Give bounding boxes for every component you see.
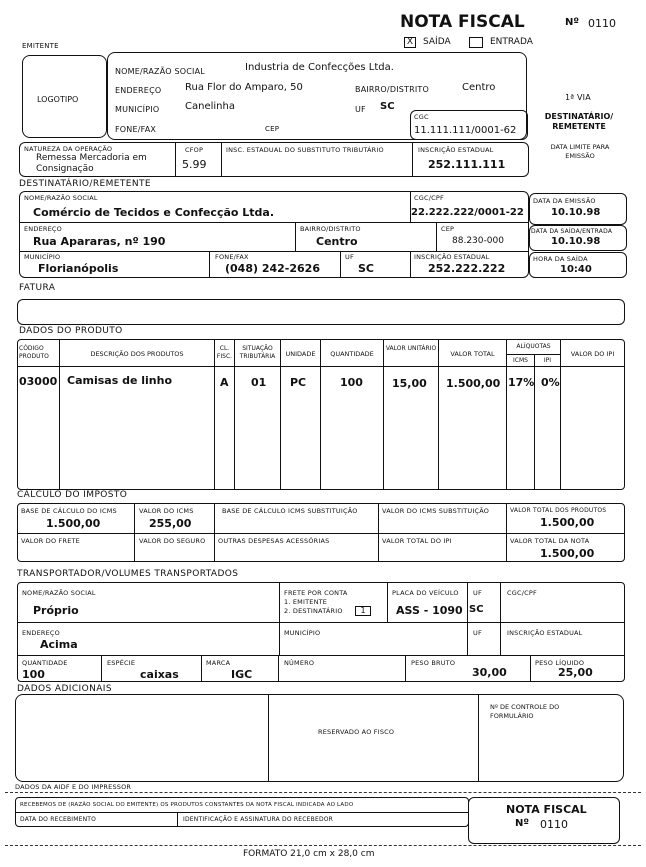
row-quantidade: 100 [340,376,363,389]
frete-checkbox[interactable]: 1 [355,606,371,616]
produtos-section: DADOS DO PRODUTO [19,326,123,336]
reservado-fisco: RESERVADO AO FISCO [318,728,395,736]
th-codigo: CÓDIGO PRODUTO [19,345,49,360]
emitente-label: EMITENTE [22,42,59,50]
cfop: 5.99 [182,158,207,171]
emit-cep-label: CEP [265,125,280,133]
row-sit: 01 [251,376,267,389]
dest-fone-label: FONE/FAX [215,253,249,261]
frete-opt2: 2. DESTINATÁRIO [284,607,343,615]
transp-razao-label: NOME/RAZÃO SOCIAL [22,589,96,597]
peso-bruto: 30,00 [472,666,507,679]
entrada-label: ENTRADA [490,37,533,47]
th-cl: CL. FISC. [216,345,233,360]
saida-label: SAÍDA [423,37,451,47]
row-cl: A [220,376,229,389]
emissao-label: DATA DA EMISSÃO [533,197,596,205]
data-limite-label: DATA LIMITE PARA EMISSÃO [550,143,610,160]
base-icms-label: BASE DE CÁLCULO DO ICMS [21,507,117,515]
marca: IGC [231,668,253,681]
total-nota: 1.500,00 [540,547,595,560]
dest-cgc: 22.222.222/0001-22 [411,207,524,218]
row-valor-unit: 15,00 [392,377,427,390]
th-icms: ICMS [513,357,528,364]
saida-date: 10.10.98 [551,236,601,247]
placa: ASS - 1090 [396,604,463,617]
emit-razao-label: NOME/RAZÃO SOCIAL [115,67,205,76]
number-label: Nº [565,17,580,28]
transp-endereco: Acima [40,638,78,651]
imposto-section: CÁLCULO DO IMPOSTO [17,490,128,500]
emit-insc: 252.111.111 [428,158,506,171]
ipi-total-label: VALOR TOTAL DO IPI [382,537,452,545]
emit-municipio: Canelinha [185,101,235,112]
frete-opt1: 1. EMITENTE [284,598,328,606]
emit-municipio-label: MUNICÍPIO [115,105,160,114]
emit-bairro-label: BAIRRO/DISTRITO [355,85,430,94]
dest-cgc-label: CGC/CPF [414,194,444,202]
entrada-checkbox[interactable] [469,37,483,48]
dest-municipio-label: MUNICÍPIO [24,253,61,261]
emit-uf-label: UF [355,105,366,114]
th-valor-ipi: VALOR DO IPI [570,350,615,358]
transp-municipio-label: MUNICÍPIO [284,629,321,637]
dest-cep-label: CEP [441,225,455,233]
dest-uf-label: UF [345,253,354,261]
emit-insc-label: INSCRIÇÃO ESTADUAL [418,146,494,154]
emissao: 10.10.98 [551,207,601,218]
controle-label: Nº DE CONTROLE DO FORMULÁRIO [490,703,560,720]
dest-municipio: Florianópolis [38,262,119,275]
fatura-section: FATURA [19,283,56,293]
frete-conta-label: FRETE POR CONTA [284,589,348,597]
numero-label: NÚMERO [284,659,315,667]
especie-label: ESPÉCIE [107,659,136,667]
placa-label: PLACA DO VEÍCULO [392,589,459,597]
valor-sub-label: VALOR DO ICMS SUBSTITUIÇÃO [382,507,490,515]
transp-uf-label: UF [473,589,482,597]
row-descricao: Camisas de linho [67,374,172,387]
dest-cep: 88.230-000 [452,236,504,246]
peso-liquido: 25,00 [558,666,593,679]
dest-section: DESTINATÁRIO/REMETENTE [19,179,151,189]
formato-label: FORMATO 21,0 cm x 28,0 cm [243,849,375,859]
canhoto-nf-title: NOTA FISCAL [506,803,587,816]
natureza: Remessa Mercadoria em Consignação [36,153,147,174]
dest-uf: SC [358,262,374,275]
row-ipi: 0% [541,376,560,389]
valor-icms-label: VALOR DO ICMS [139,507,194,515]
emit-razao: Industria de Confecções Ltda. [245,62,394,73]
peso-bruto-label: PESO BRUTO [411,659,456,667]
dest-insc-label: INSCRIÇÃO ESTADUAL [414,253,490,261]
total-prod-label: VALOR TOTAL DOS PRODUTOS [510,507,607,514]
especie: caixas [140,668,179,681]
total-nota-label: VALOR TOTAL DA NOTA [510,537,590,545]
row-unidade: PC [290,376,307,389]
dest-razao: Comércio de Tecidos e Confecção Ltda. [33,206,275,219]
cfop-label: CFOP [185,146,204,154]
dest-razao-label: NOME/RAZÃO SOCIAL [24,194,98,202]
emit-uf: SC [380,101,395,112]
nota-fiscal-title: NOTA FISCAL [400,12,525,32]
canhoto-nf-num-label: Nº [515,818,530,829]
natureza-label: NATUREZA DA OPERAÇÃO [24,145,113,153]
insc-sub-label: INSC. ESTADUAL DO SUBSTITUTO TRIBUTÁRIO [226,146,384,154]
peso-liquido-label: PESO LÍQUIDO [535,659,585,667]
th-unidade: UNIDADE [285,350,316,358]
th-descricao: DESCRIÇÃO DOS PRODUTOS [90,350,184,358]
row-valor-total: 1.500,00 [446,377,501,390]
saida-date-label: DATA DA SAÍDA/ENTRADA [531,228,613,235]
ident-label: IDENTIFICAÇÃO E ASSINATURA DO RECEBEDOR [183,816,334,823]
quantidade: 100 [22,668,45,681]
emit-endereco: Rua Flor do Amparo, 50 [185,82,303,93]
via-label: 1ª VIA [565,93,591,102]
cut-line-bottom [5,845,641,846]
th-sit: SITUAÇÃO TRIBUTÁRIA [239,345,276,360]
th-valor-unit: VALOR UNITÁRIO [385,345,437,352]
seguro-label: VALOR DO SEGURO [139,537,206,545]
hora: 10:40 [560,264,592,275]
marca-label: MARCA [206,659,231,667]
th-ipi: IPI [543,357,552,364]
transp-cgc-label: CGC/CPF [507,589,537,597]
th-quantidade: QUANTIDADE [330,350,374,358]
base-icms: 1.500,00 [46,517,101,530]
quantidade-label: QUANTIDADE [22,659,68,667]
transp-uf: SC [469,604,484,615]
row-icms: 17% [508,376,535,389]
frete-label: VALOR DO FRETE [21,537,80,545]
valor-icms: 255,00 [149,517,192,530]
dest-bairro-label: BAIRRO/DISTRITO [300,225,361,233]
dest-bairro: Centro [316,235,358,248]
emit-cgc-label: CGC [414,113,429,121]
row-codigo: 03000 [19,375,58,388]
th-aliquotas: ALÍQUOTAS [516,343,551,350]
dest-rem-label: DESTINATÁRIO/ REMETENTE [544,112,614,131]
outras-label: OUTRAS DESPESAS ACESSÓRIAS [218,537,330,545]
transp-endereco-label: ENDEREÇO [22,629,60,637]
recebemos-label: RECEBEMOS DE (RAZÃO SOCIAL DO EMITENTE) OS PRODUTOS CONSTANTES DA NOTA FISCAL INDICADA AO LADO [20,802,354,808]
transp-section: TRANSPORTADOR/VOLUMES TRANSPORTADOS [17,569,239,579]
emit-endereco-label: ENDEREÇO [115,86,162,95]
emit-cgc: 11.111.111/0001-62 [414,125,517,136]
dest-fone: (048) 242-2626 [225,262,320,275]
nota-number: 0110 [588,17,616,30]
hora-label: HORA DA SAÍDA [533,255,588,263]
emit-fone-label: FONE/FAX [115,125,157,134]
adicionais-section: DADOS ADICIONAIS [17,684,112,694]
dest-insc: 252.222.222 [428,262,506,275]
fatura-box [17,299,625,325]
transp-uf2-label: UF [473,629,482,637]
data-receb-label: DATA DO RECEBIMENTO [20,816,97,823]
cut-line-top [5,792,641,793]
dest-endereco: Rua Apararas, nº 190 [33,235,166,248]
canhoto-nf-num: 0110 [540,818,568,831]
base-sub-label: BASE DE CÁLCULO ICMS SUBSTITUIÇÃO [222,507,358,515]
emit-bairro: Centro [462,82,496,93]
logotipo: LOGOTIPO [37,95,79,104]
transp-insc-label: INSCRIÇÃO ESTADUAL [507,629,583,637]
transp-razao: Próprio [33,604,79,617]
aidf-label: DADOS DA AIDF E DO IMPRESSOR [15,783,132,791]
saida-checkbox[interactable]: X [404,37,416,48]
dest-endereco-label: ENDEREÇO [24,225,62,233]
total-prod: 1.500,00 [540,516,595,529]
th-valor-total: VALOR TOTAL [450,350,495,358]
